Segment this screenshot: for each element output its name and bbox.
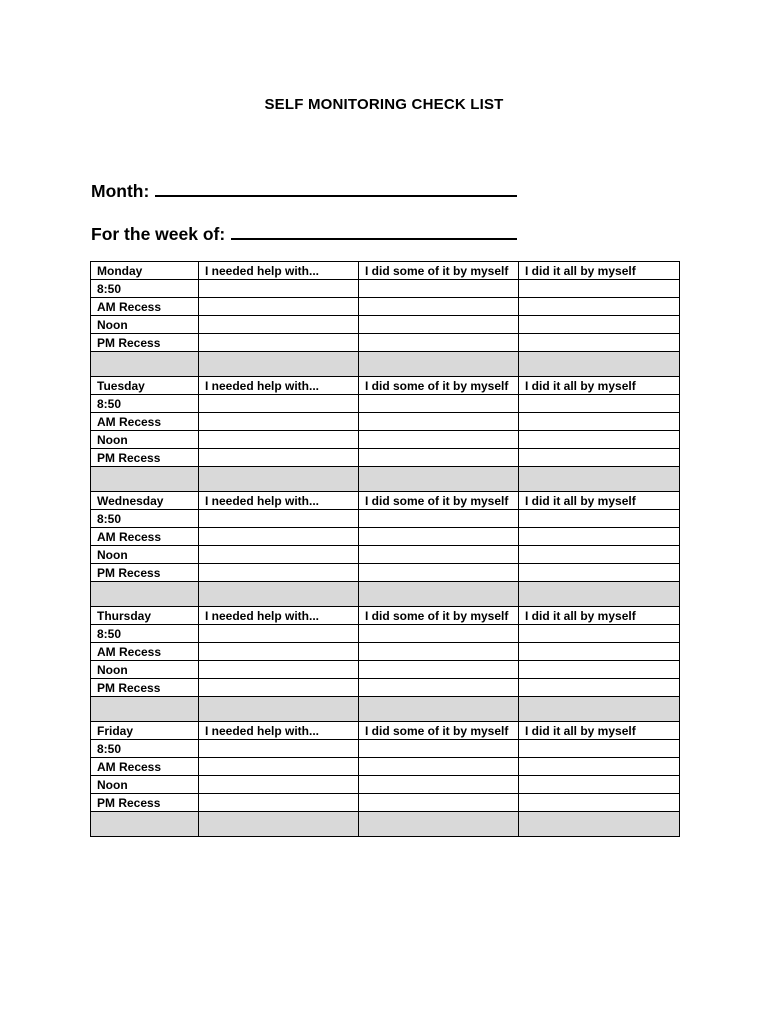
checklist-entry-cell[interactable]: [199, 776, 359, 794]
month-label: Month:: [91, 181, 150, 201]
checklist-entry-cell[interactable]: [519, 528, 680, 546]
separator-cell: [519, 582, 680, 607]
separator-cell: [359, 352, 519, 377]
separator-cell: [199, 697, 359, 722]
column-header-cell: I did some of it by myself: [359, 262, 519, 280]
time-slot-row: [91, 395, 680, 413]
column-header-cell: I did some of it by myself: [359, 722, 519, 740]
time-slot-label: PM Recess: [91, 794, 199, 812]
week-blank-line[interactable]: [231, 224, 517, 240]
checklist-table: [90, 261, 680, 837]
time-slot-label: AM Recess: [91, 643, 199, 661]
day-separator-row: [91, 812, 680, 837]
day-name-cell: Tuesday: [91, 377, 199, 395]
checklist-entry-cell[interactable]: [199, 334, 359, 352]
checklist-body: [91, 262, 680, 837]
time-slot-row: [91, 564, 680, 582]
time-slot-row: [91, 758, 680, 776]
time-slot-row: [91, 449, 680, 467]
time-slot-label: Noon: [91, 431, 199, 449]
checklist-entry-cell[interactable]: [199, 510, 359, 528]
checklist-entry-cell[interactable]: [359, 661, 519, 679]
time-slot-label: AM Recess: [91, 758, 199, 776]
checklist-entry-cell[interactable]: [199, 449, 359, 467]
checklist-entry-cell[interactable]: [359, 316, 519, 334]
checklist-entry-cell[interactable]: [199, 528, 359, 546]
column-header-cell: I needed help with...: [199, 377, 359, 395]
separator-cell: [359, 697, 519, 722]
separator-cell: [199, 352, 359, 377]
time-slot-label: 8:50: [91, 510, 199, 528]
time-slot-label: AM Recess: [91, 528, 199, 546]
day-header-row: [91, 492, 680, 510]
month-field: [91, 181, 517, 202]
week-label: For the week of:: [91, 224, 226, 244]
time-slot-label: Noon: [91, 316, 199, 334]
checklist-entry-cell[interactable]: [519, 395, 680, 413]
checklist-entry-cell[interactable]: [359, 564, 519, 582]
time-slot-row: [91, 413, 680, 431]
day-header-row: [91, 262, 680, 280]
checklist-entry-cell[interactable]: [359, 679, 519, 697]
checklist-entry-cell[interactable]: [519, 740, 680, 758]
checklist-entry-cell[interactable]: [519, 643, 680, 661]
day-separator-row: [91, 582, 680, 607]
time-slot-label: 8:50: [91, 395, 199, 413]
day-separator-row: [91, 352, 680, 377]
checklist-entry-cell[interactable]: [519, 280, 680, 298]
checklist-entry-cell[interactable]: [199, 280, 359, 298]
separator-cell: [359, 467, 519, 492]
time-slot-row: [91, 625, 680, 643]
checklist-entry-cell[interactable]: [199, 661, 359, 679]
column-header-cell: I did it all by myself: [519, 262, 680, 280]
time-slot-label: PM Recess: [91, 564, 199, 582]
time-slot-row: [91, 740, 680, 758]
checklist-entry-cell[interactable]: [519, 776, 680, 794]
checklist-entry-cell[interactable]: [359, 334, 519, 352]
checklist-entry-cell[interactable]: [199, 625, 359, 643]
checklist-entry-cell[interactable]: [519, 431, 680, 449]
column-header-cell: I did it all by myself: [519, 722, 680, 740]
checklist-entry-cell[interactable]: [199, 431, 359, 449]
checklist-entry-cell[interactable]: [519, 298, 680, 316]
checklist-entry-cell[interactable]: [359, 449, 519, 467]
time-slot-label: Noon: [91, 776, 199, 794]
checklist-entry-cell[interactable]: [199, 546, 359, 564]
checklist-entry-cell[interactable]: [519, 679, 680, 697]
time-slot-row: [91, 776, 680, 794]
time-slot-row: [91, 661, 680, 679]
separator-cell: [91, 467, 199, 492]
day-separator-row: [91, 697, 680, 722]
time-slot-label: 8:50: [91, 280, 199, 298]
time-slot-label: PM Recess: [91, 449, 199, 467]
checklist-entry-cell[interactable]: [359, 546, 519, 564]
checklist-entry-cell[interactable]: [519, 449, 680, 467]
day-header-row: [91, 722, 680, 740]
column-header-cell: I did it all by myself: [519, 492, 680, 510]
checklist-entry-cell[interactable]: [519, 661, 680, 679]
time-slot-row: [91, 546, 680, 564]
time-slot-label: 8:50: [91, 740, 199, 758]
checklist-entry-cell[interactable]: [199, 740, 359, 758]
checklist-entry-cell[interactable]: [519, 758, 680, 776]
checklist-entry-cell[interactable]: [199, 679, 359, 697]
checklist-entry-cell[interactable]: [199, 758, 359, 776]
separator-cell: [91, 582, 199, 607]
separator-cell: [519, 697, 680, 722]
checklist-entry-cell[interactable]: [199, 794, 359, 812]
time-slot-row: [91, 528, 680, 546]
column-header-cell: I needed help with...: [199, 492, 359, 510]
time-slot-label: AM Recess: [91, 298, 199, 316]
checklist-entry-cell[interactable]: [519, 564, 680, 582]
checklist-entry-cell[interactable]: [519, 794, 680, 812]
column-header-cell: I did some of it by myself: [359, 492, 519, 510]
page-title: SELF MONITORING CHECK LIST: [264, 96, 504, 113]
time-slot-row: [91, 679, 680, 697]
checklist-entry-cell[interactable]: [359, 625, 519, 643]
checklist-entry-cell[interactable]: [359, 280, 519, 298]
day-name-cell: Friday: [91, 722, 199, 740]
checklist-entry-cell[interactable]: [359, 758, 519, 776]
time-slot-row: [91, 510, 680, 528]
column-header-cell: I needed help with...: [199, 262, 359, 280]
separator-cell: [519, 467, 680, 492]
column-header-cell: I did it all by myself: [519, 377, 680, 395]
checklist-entry-cell[interactable]: [519, 316, 680, 334]
separator-cell: [359, 812, 519, 837]
month-blank-line[interactable]: [155, 181, 517, 197]
checklist-entry-cell[interactable]: [359, 776, 519, 794]
checklist-entry-cell[interactable]: [519, 625, 680, 643]
checklist-entry-cell[interactable]: [359, 413, 519, 431]
time-slot-label: Noon: [91, 661, 199, 679]
day-name-cell: Monday: [91, 262, 199, 280]
checklist-entry-cell[interactable]: [519, 334, 680, 352]
time-slot-label: 8:50: [91, 625, 199, 643]
checklist-entry-cell[interactable]: [359, 528, 519, 546]
column-header-cell: I needed help with...: [199, 607, 359, 625]
separator-cell: [91, 812, 199, 837]
checklist-entry-cell[interactable]: [359, 643, 519, 661]
checklist-entry-cell[interactable]: [519, 510, 680, 528]
separator-cell: [199, 467, 359, 492]
separator-cell: [519, 812, 680, 837]
time-slot-row: [91, 316, 680, 334]
checklist-entry-cell[interactable]: [199, 643, 359, 661]
separator-cell: [199, 812, 359, 837]
checklist-entry-cell[interactable]: [199, 395, 359, 413]
day-header-row: [91, 377, 680, 395]
time-slot-row: [91, 280, 680, 298]
checklist-entry-cell[interactable]: [199, 298, 359, 316]
time-slot-label: AM Recess: [91, 413, 199, 431]
column-header-cell: I did some of it by myself: [359, 377, 519, 395]
time-slot-row: [91, 431, 680, 449]
checklist-entry-cell[interactable]: [359, 794, 519, 812]
week-field: [91, 224, 517, 245]
time-slot-row: [91, 334, 680, 352]
day-separator-row: [91, 467, 680, 492]
separator-cell: [359, 582, 519, 607]
checklist-entry-cell[interactable]: [199, 564, 359, 582]
checklist-entry-cell[interactable]: [359, 431, 519, 449]
checklist-entry-cell[interactable]: [359, 298, 519, 316]
checklist-entry-cell[interactable]: [519, 413, 680, 431]
day-name-cell: Wednesday: [91, 492, 199, 510]
checklist-entry-cell[interactable]: [359, 395, 519, 413]
separator-cell: [91, 352, 199, 377]
column-header-cell: I needed help with...: [199, 722, 359, 740]
time-slot-label: PM Recess: [91, 679, 199, 697]
day-name-cell: Thursday: [91, 607, 199, 625]
day-header-row: [91, 607, 680, 625]
time-slot-row: [91, 298, 680, 316]
checklist-entry-cell[interactable]: [199, 413, 359, 431]
checklist-entry-cell[interactable]: [359, 510, 519, 528]
time-slot-row: [91, 643, 680, 661]
time-slot-label: Noon: [91, 546, 199, 564]
separator-cell: [91, 697, 199, 722]
column-header-cell: I did some of it by myself: [359, 607, 519, 625]
checklist-entry-cell[interactable]: [199, 316, 359, 334]
time-slot-label: PM Recess: [91, 334, 199, 352]
column-header-cell: I did it all by myself: [519, 607, 680, 625]
checklist-entry-cell[interactable]: [519, 546, 680, 564]
separator-cell: [519, 352, 680, 377]
checklist-entry-cell[interactable]: [359, 740, 519, 758]
separator-cell: [199, 582, 359, 607]
time-slot-row: [91, 794, 680, 812]
